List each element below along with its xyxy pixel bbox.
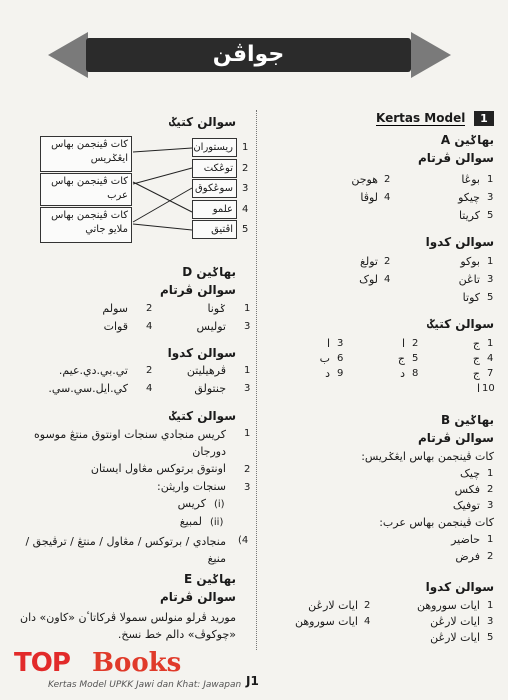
page-number: J1 — [246, 674, 259, 688]
answer-text: جنتولق — [194, 382, 226, 395]
part-e-q1-title: سوالن ڤرتام — [159, 590, 236, 604]
item-number: 1 — [487, 534, 494, 545]
part-b-heading: بهاݢين B — [441, 413, 494, 427]
item-number: 2 — [487, 551, 494, 562]
page-title: جواڤن — [212, 42, 285, 67]
item-number: 1 — [487, 468, 494, 479]
answer-text: تولغ — [360, 255, 378, 268]
match-line — [133, 182, 192, 212]
item-number: 10 — [482, 383, 495, 394]
answer-text: حاضير — [451, 533, 480, 546]
category-box: کات ڤينجمن بهاس ايڠݢريس — [40, 136, 132, 172]
item-number: 2 — [412, 338, 419, 349]
answer-text: ج — [472, 352, 480, 365]
part-a-q2-title: سوالن کدوا — [425, 235, 494, 249]
answer-text: د — [325, 367, 330, 380]
part-d-q3-answer-2: اونتوق برتوکس مڠاول ايستان — [90, 462, 226, 475]
part-d-q2-title: سوالن کدوا — [167, 346, 236, 360]
match-line — [133, 224, 192, 230]
banner-right-arrow-shape — [411, 32, 451, 78]
item-number: 4 — [487, 353, 494, 364]
answer-text: ايات لارڠن — [308, 599, 358, 612]
category-box: کات ڤينجمن بهاس ملايو جاتي — [40, 207, 132, 243]
item-number: 2 — [244, 464, 251, 475]
match-line — [133, 148, 192, 152]
item-number: 3 — [487, 192, 494, 203]
part-b-group2-title: کات ڤينجمن بهاس عرب: — [379, 516, 494, 529]
match-line — [133, 168, 192, 184]
answer-text: بوکو — [460, 255, 480, 268]
item-number: 4 — [146, 383, 153, 394]
part-e-heading: بهاݢين E — [183, 572, 236, 586]
model-number-badge: 1 — [474, 111, 494, 126]
item-number: 3 — [242, 183, 249, 194]
answer-text: ا — [476, 382, 480, 395]
answer-text: کوتا — [462, 291, 480, 304]
topbooks-logo-books: Books — [92, 648, 182, 678]
answer-text: کريتا — [458, 209, 480, 222]
word-box: علمو — [192, 200, 237, 219]
word-box: ريستوران — [192, 138, 237, 157]
title-banner — [0, 32, 508, 78]
part-d-q3-title: سوالن کتيݢ — [169, 409, 236, 423]
item-number: 2 — [146, 365, 153, 376]
answer-text: چيکو — [458, 191, 480, 204]
item-number: 5 — [487, 632, 494, 643]
model-label-bar — [376, 111, 494, 127]
item-number: 2 — [384, 256, 391, 267]
answer-text: تي.بي.دي.عيم. — [58, 364, 128, 377]
item-number: 3 — [244, 383, 251, 394]
part-d-q3-answer-1: کريس منجادي سنجات اونتوق منتڠ موسوه دورجان — [34, 428, 226, 458]
part-b-q1-title: سوالن ڤرتام — [417, 431, 494, 445]
model-label: Kertas Model — [376, 111, 466, 125]
answer-text: ب — [319, 352, 330, 365]
part-d-q3-answer-4: منجادي / برتوکس / مڠاول / منتڠ / ترڤيجق / منيغ — [25, 535, 226, 565]
answer-text: د — [400, 367, 405, 380]
item-number: 5 — [487, 292, 494, 303]
answer-text: ج — [397, 352, 405, 365]
answer-text: هوجن — [351, 173, 378, 186]
column-divider — [256, 110, 258, 650]
item-number: 3 — [337, 338, 344, 349]
answer-text: ايات لارڠن — [430, 615, 480, 628]
footer-caption: Kertas Model UPKK Jawi dan Khat: Jawapan — [48, 680, 242, 690]
item-number: 3 — [244, 321, 251, 332]
item-number: 1 — [244, 365, 251, 376]
item-number: 1 — [487, 600, 494, 611]
part-a-heading: بهاݢين A — [440, 133, 494, 147]
topbooks-logo-top: TOP — [14, 648, 70, 678]
answer-text: ايات سوروهن — [416, 599, 480, 612]
answer-text: ݢونا — [207, 302, 226, 315]
answer-text: لوک — [359, 273, 378, 286]
answer-text: بوڠا — [461, 173, 480, 186]
match-line — [133, 188, 192, 222]
item-number: 1 — [487, 338, 494, 349]
item-number: 4 — [146, 321, 153, 332]
answer-text: فرض — [455, 550, 480, 563]
item-number: 2 — [146, 303, 153, 314]
item-number: 1 — [242, 142, 249, 153]
item-number: 9 — [337, 368, 344, 379]
item-number: 5 — [487, 210, 494, 221]
part-d-q3-answer-3ii: لمبيغ — [179, 515, 202, 528]
item-number: 1 — [244, 303, 251, 314]
answer-text: فکس — [454, 483, 480, 496]
item-number: 6 — [337, 353, 344, 364]
answer-text: قوات — [103, 320, 128, 333]
item-number: 5 — [412, 353, 419, 364]
answer-text: لوڤا — [360, 191, 378, 204]
part-a-q3-title: سوالن کتيݢ — [427, 317, 494, 331]
item-number: 2 — [242, 162, 249, 174]
answer-text: کي.ايل.سي.سي. — [48, 382, 128, 395]
item-number: 3 — [487, 274, 494, 285]
sub-item-label: (i) — [214, 499, 225, 510]
answer-text: ڤرهيليتن — [186, 364, 226, 377]
item-number: 1 — [244, 428, 251, 439]
answer-text: توليس — [196, 320, 226, 333]
answer-text: ا — [326, 337, 330, 350]
answer-text: چيک — [460, 467, 480, 480]
answer-text: ا — [401, 337, 405, 350]
item-number: 4 — [242, 203, 249, 215]
item-number: 8 — [412, 368, 419, 379]
matching-lines — [130, 140, 200, 240]
item-number: 2 — [487, 484, 494, 495]
item-number: 3 — [487, 500, 494, 511]
item-number: 4 — [384, 192, 391, 203]
answer-text: سولم — [102, 302, 128, 315]
answer-text: توفيک — [452, 499, 480, 512]
part-a-q1-title: سوالن ڤرتام — [417, 151, 494, 165]
word-box: اڤتيق — [192, 220, 237, 239]
category-box: کات ڤينجمن بهاس عرب — [40, 173, 132, 206]
part-b-group1-title: کات ڤينجمن بهاس ايڠݢريس: — [361, 450, 494, 463]
word-box: توڠکت — [192, 159, 237, 178]
banner-left-arrow-shape — [48, 32, 88, 78]
item-number: 3 — [487, 616, 494, 627]
item-number: 7 — [487, 368, 494, 379]
left-q3-title: سوالن کتيݢ — [169, 115, 236, 129]
item-number: 2 — [384, 174, 391, 185]
item-number: 1 — [487, 256, 494, 267]
part-d-q3-answer-3: سنجات واريثن: — [157, 480, 226, 493]
part-d-q1-title: سوالن ڤرتام — [159, 283, 236, 297]
part-b-q2-title: سوالن کدوا — [425, 580, 494, 594]
part-d-q3-answer-3i: کريس — [177, 497, 206, 510]
part-e-answer: موريد ڤرلو منولس سمولا ڤرکاتاٴن «کاون» دان «چوکوڤ» دالم خط نسخ. — [20, 611, 236, 641]
item-number: 2 — [364, 600, 371, 611]
sub-item-label: (ii) — [210, 517, 224, 528]
answer-text: ايات لارڠن — [430, 631, 480, 644]
part-d-heading: بهاݢين D — [182, 265, 236, 279]
item-number: 3 — [244, 482, 251, 493]
answer-text: ج — [472, 337, 480, 350]
answer-text: تاڠن — [458, 273, 480, 286]
word-box: سوڠکوق — [192, 179, 237, 198]
answer-text: ج — [472, 367, 480, 380]
item-number: (4 — [238, 535, 249, 546]
answer-text: ايات سوروهن — [294, 615, 358, 628]
item-number: 1 — [487, 174, 494, 185]
item-number: 4 — [364, 616, 371, 627]
item-number: 4 — [384, 274, 391, 285]
item-number: 5 — [242, 224, 249, 235]
